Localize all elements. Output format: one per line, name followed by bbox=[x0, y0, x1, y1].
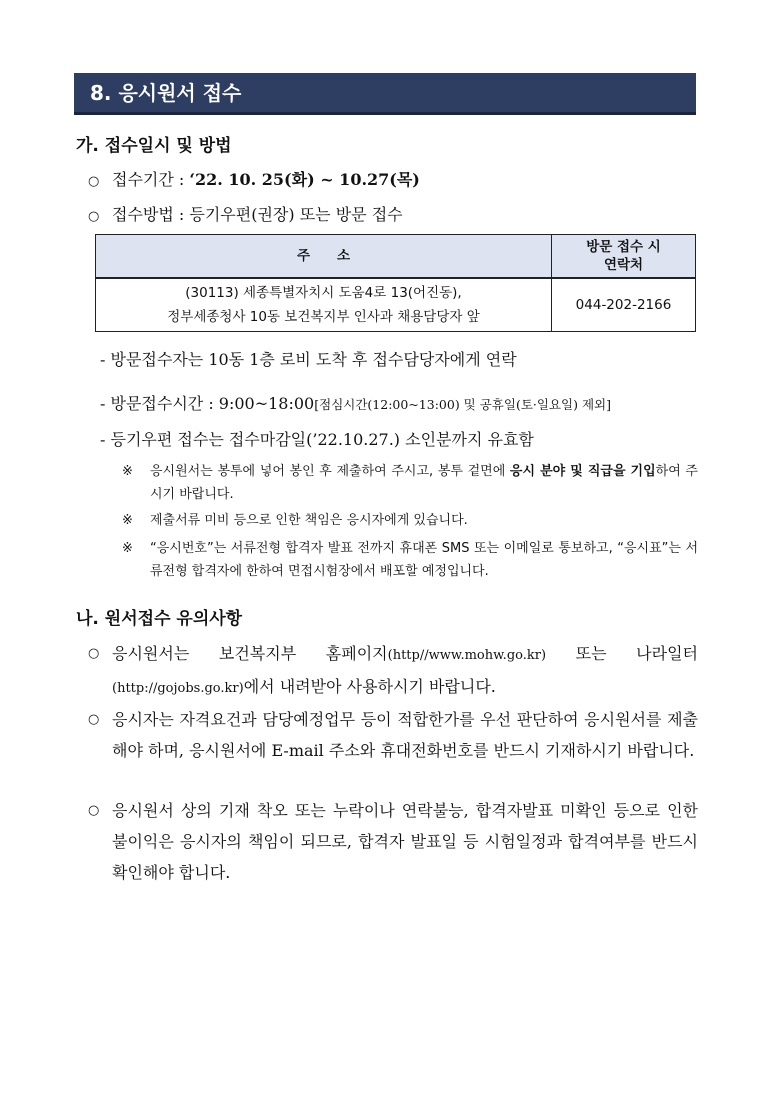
note-envelope-text: 응시원서는 봉투에 넣어 봉인 후 제출하여 주시고, 봉투 겉면에 bbox=[150, 464, 510, 479]
bullet-circle-icon: ○ bbox=[88, 209, 100, 224]
reference-mark-icon: ※ bbox=[122, 513, 133, 528]
section-title: 8. 응시원서 접수 bbox=[90, 81, 242, 105]
contact-header-line2: 연락처 bbox=[603, 257, 644, 273]
download-or: 또는 나라일터 bbox=[546, 644, 698, 663]
bullet-circle-icon: ○ bbox=[88, 712, 100, 727]
address-header: 주 소 bbox=[96, 235, 552, 279]
visit-hours-text: - 방문접수시간 : 9:00~18:00 bbox=[100, 394, 315, 413]
reference-mark-icon: ※ bbox=[122, 541, 133, 556]
mohw-url: (http//www.mohw.go.kr) bbox=[387, 648, 547, 663]
note-envelope-bold: 응시 분야 및 직급을 기입 bbox=[509, 464, 656, 479]
note-documents bbox=[122, 509, 698, 532]
address-cell bbox=[96, 278, 552, 332]
notice-item-download bbox=[88, 638, 698, 704]
visit-hours-line bbox=[100, 391, 611, 414]
note-number-text: “응시번호”는 서류전형 합격자 발표 전까지 휴대폰 SMS 또는 이메일로 통보하고, “응시표”는 서류전형 합격자에 한하여 면접시험장에서 배포할 예정입니다. bbox=[150, 541, 698, 579]
contact-header-line1: 방문 접수 시 bbox=[586, 239, 661, 255]
eligibility-text: 응시자는 자격요건과 담당예정업무 등이 적합한가를 우선 판단하여 응시원서를 제출해야 하며, 응시원서에 E-mail 주소와 휴대전화번호를 반드시 기재하시기 바랍니다. bbox=[112, 710, 698, 760]
method-text: 접수방법 : 등기우편(권장) 또는 방문 접수 bbox=[112, 205, 403, 224]
visit-contact-line: - 방문접수자는 10동 1층 로비 도착 후 접수담당자에게 연락 bbox=[100, 350, 517, 369]
contact-cell: 044-202-2166 bbox=[552, 278, 696, 332]
subsection-title-na: 나. 원서접수 유의사항 bbox=[76, 609, 243, 629]
bullet-circle-icon: ○ bbox=[88, 646, 100, 661]
address-line1: (30113) 세종특별자치시 도움4로 13(어진동), bbox=[185, 285, 462, 301]
download-text: 응시원서는 보건복지부 홈페이지 bbox=[112, 644, 388, 663]
address-table bbox=[95, 234, 696, 332]
visit-hours-exception: [점심시간(12:00~13:00) 및 공휴일(토·일요일) 제외] bbox=[314, 397, 611, 412]
gojobs-url: (http://gojobs.go.kr) bbox=[112, 681, 244, 696]
download-tail: 에서 내려받아 사용하시기 바랍니다. bbox=[243, 677, 496, 696]
note-envelope-tail: 하여 주시기 바랍니다. bbox=[150, 464, 698, 502]
contact-header bbox=[552, 235, 696, 279]
address-line2: 정부세종청사 10동 보건복지부 인사과 채용담당자 앞 bbox=[167, 309, 480, 325]
note-number bbox=[122, 537, 698, 583]
period-label: 접수기간 : bbox=[112, 170, 190, 189]
note-documents-text: 제출서류 미비 등으로 인한 책임은 응시자에게 있습니다. bbox=[150, 513, 468, 528]
notice-item-eligibility bbox=[88, 704, 698, 766]
period-line bbox=[88, 167, 420, 190]
period-value: ‘22. 10. 25(화) ~ 10.27(목) bbox=[189, 170, 420, 189]
bullet-circle-icon: ○ bbox=[88, 803, 100, 818]
mail-valid-line: - 등기우편 접수는 접수마감일(’22.10.27.) 소인분까지 유효함 bbox=[100, 430, 534, 449]
section-header bbox=[74, 73, 696, 115]
bullet-circle-icon: ○ bbox=[88, 174, 100, 189]
subsection-title-ga: 가. 접수일시 및 방법 bbox=[76, 136, 232, 156]
method-line bbox=[88, 202, 403, 225]
responsibility-text: 응시원서 상의 기재 착오 또는 누락이나 연락불능, 합격자발표 미확인 등으로 인한 불이익은 응시자의 책임이 되므로, 합격자 발표일 등 시험일정과 합격여부를 반드시 확인해야 합니다. bbox=[112, 801, 698, 882]
reference-mark-icon: ※ bbox=[122, 464, 133, 479]
note-envelope bbox=[122, 460, 698, 506]
notice-item-responsibility bbox=[88, 795, 698, 888]
